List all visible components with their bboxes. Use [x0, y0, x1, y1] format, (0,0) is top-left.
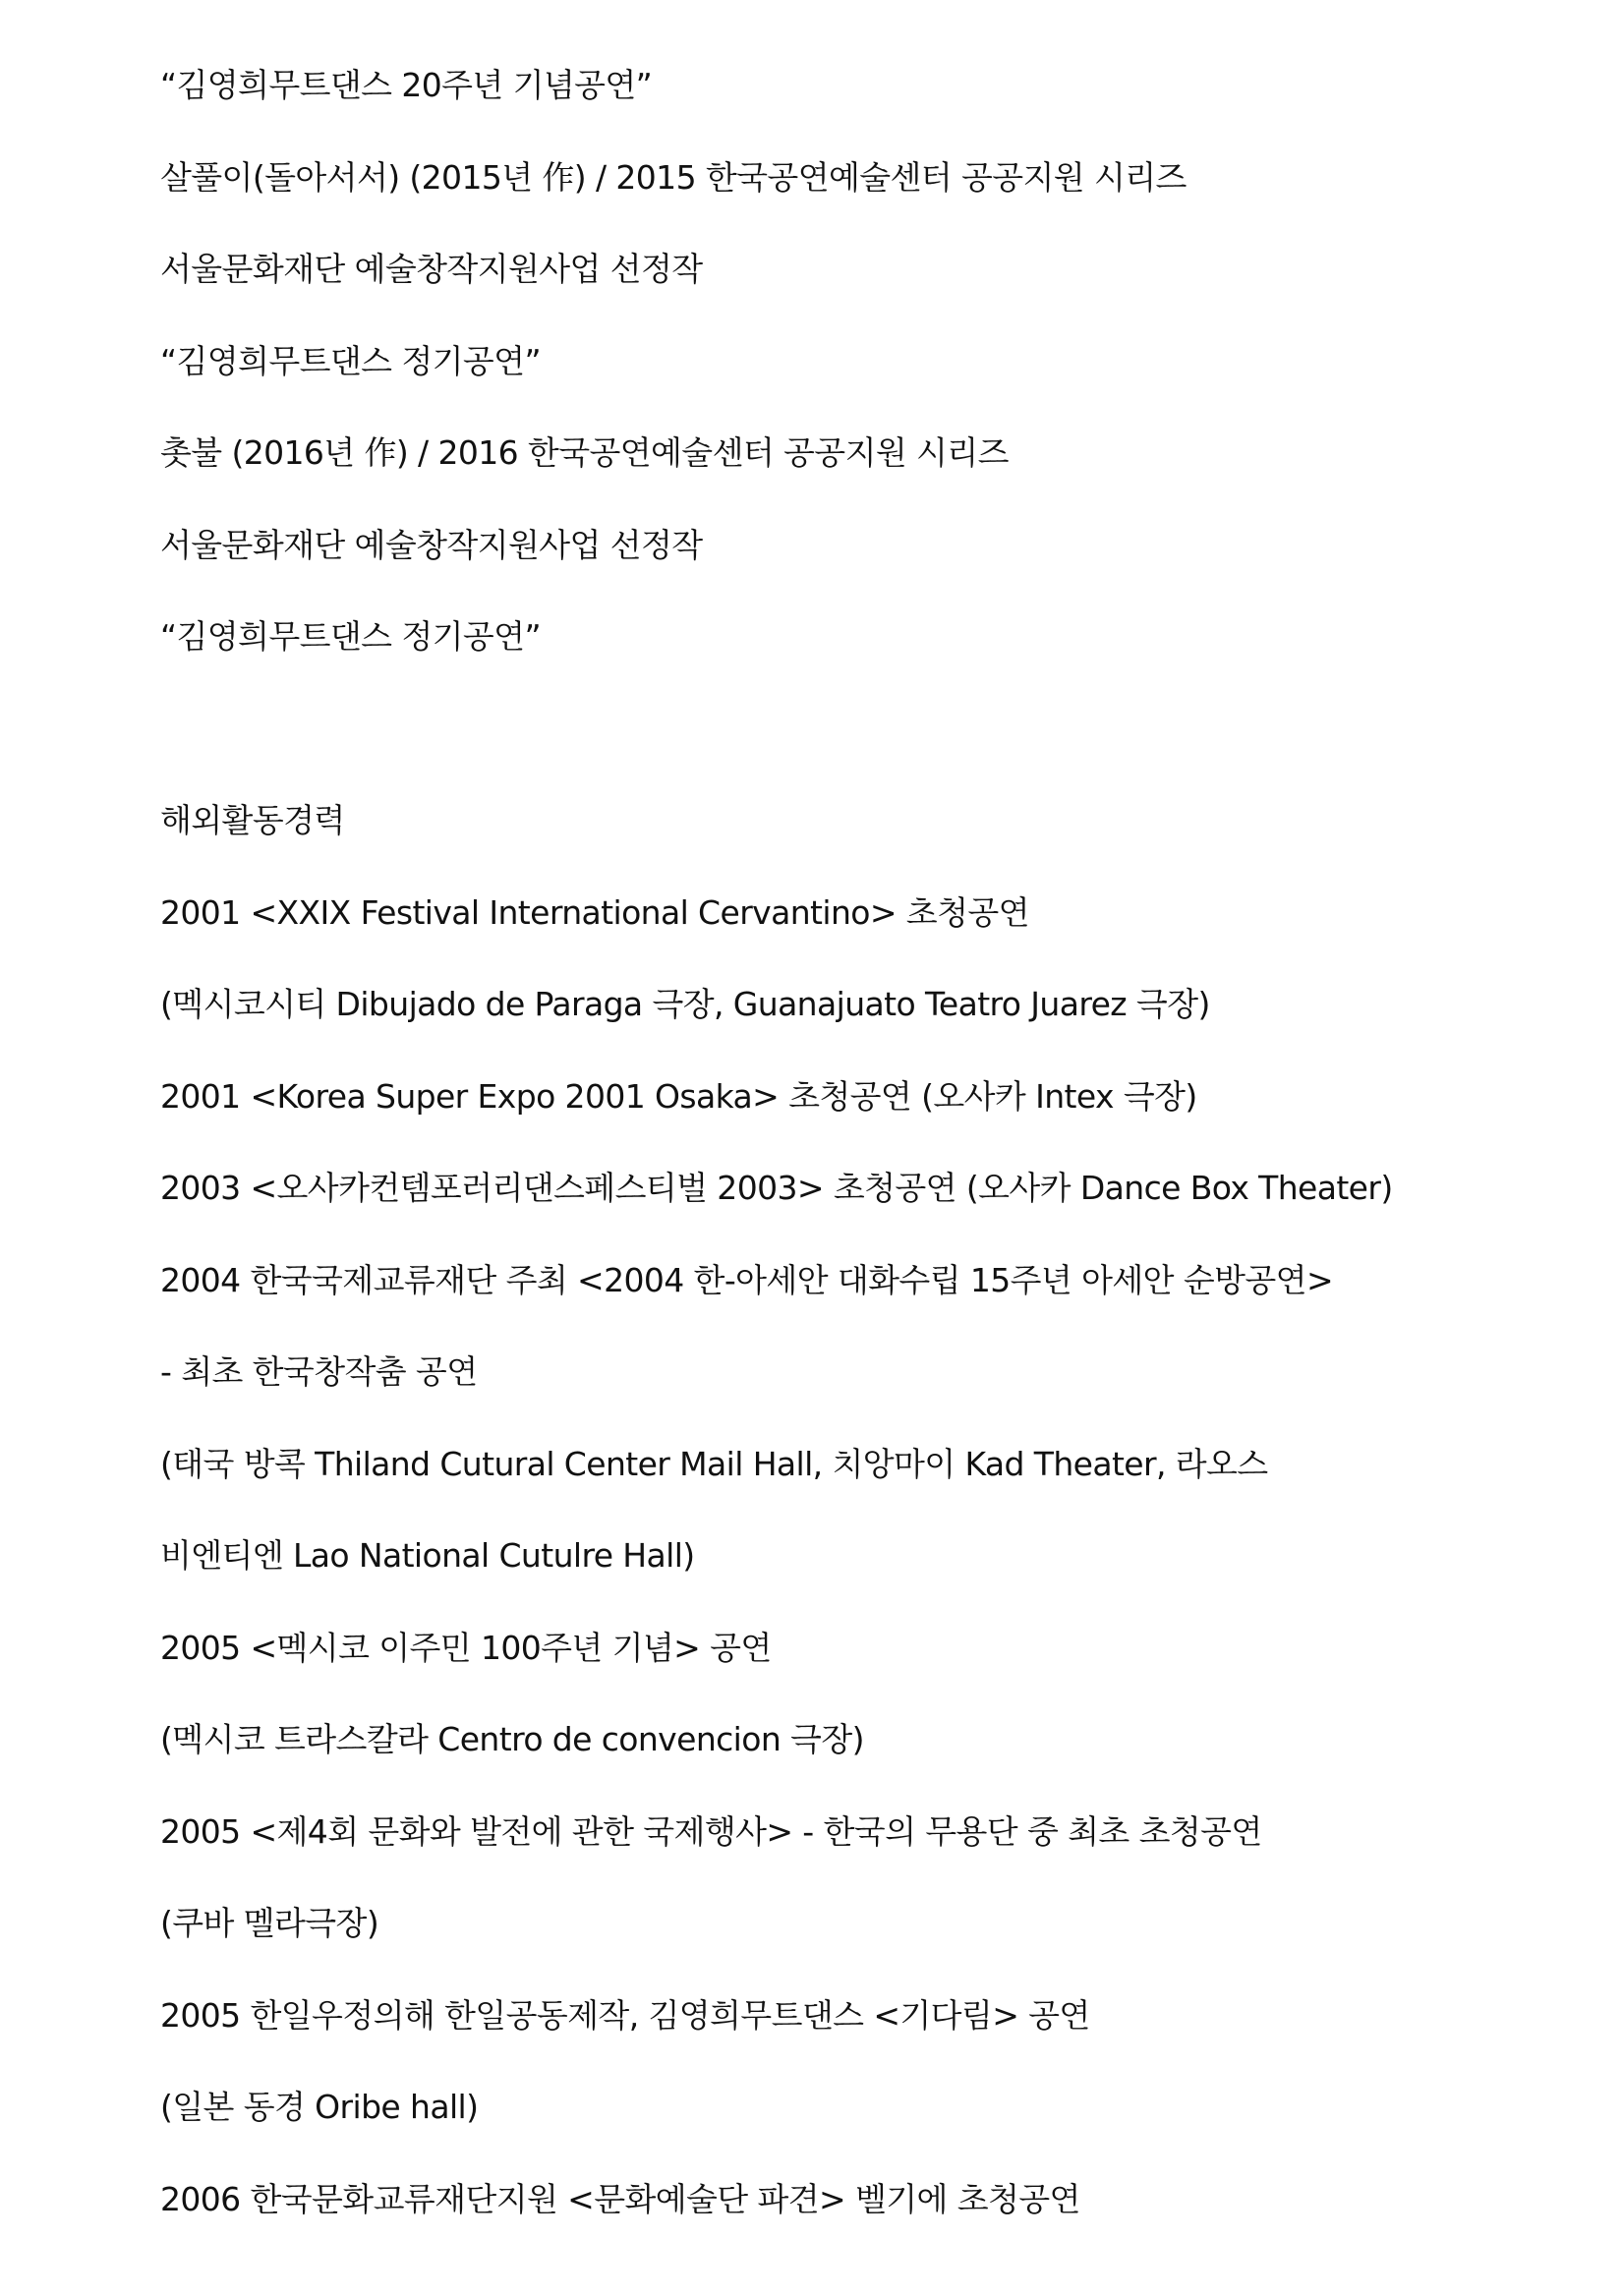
- overseas-line: (쿠바 멜라극장): [160, 1904, 379, 1942]
- overseas-line: (멕시코 트라스칼라 Centro de convencion 극장): [160, 1720, 864, 1758]
- overseas-line: 2001 <Korea Super Expo 2001 Osaka> 초청공연 (오사카 Intex 극장): [160, 1076, 1197, 1116]
- overseas-line: - 최초 한국창작춤 공연: [160, 1352, 478, 1391]
- overseas-line: 2004 한국국제교류재단 주최 <2004 한-아세안 대화수립 15주년 아세안 순방공연>: [160, 1260, 1333, 1299]
- performance-line: 촛불 (2016년 作) / 2016 한국공연예술센터 공공지원 시리즈: [160, 433, 1009, 472]
- performance-line: “김영희무트댄스 정기공연”: [160, 617, 541, 656]
- overseas-line: 2003 <오사카컨템포러리댄스페스티벌 2003> 초청공연 (오사카 Dance Box Theater): [160, 1169, 1393, 1207]
- section-heading: 해외활동경력: [160, 801, 345, 839]
- performance-line: 서울문화재단 예술창작지원사업 선정작: [160, 525, 703, 564]
- page-content: [160, 39, 1517, 2245]
- overseas-line: 2005 <멕시코 이주민 100주년 기념> 공연: [160, 1628, 772, 1667]
- overseas-line: (일본 동경 Oribe hall): [160, 2088, 479, 2126]
- performance-line: 서울문화재단 예술창작지원사업 선정작: [160, 250, 703, 288]
- overseas-line: (태국 방콕 Thiland Cutural Center Mail Hall, 치앙마이 Kad Theater, 라오스: [160, 1444, 1268, 1483]
- performance-line: “김영희무트댄스 20주년 기념공연”: [160, 66, 653, 104]
- overseas-line: 2006 한국문화교류재단지원 <문화예술단 파견> 벨기에 초청공연: [160, 2179, 1080, 2218]
- performance-line: 살풀이(돌아서서) (2015년 作) / 2015 한국공연예술센터 공공지원 시리즈: [160, 157, 1187, 197]
- overseas-line: 2005 <제4회 문화와 발전에 관한 국제행사> - 한국의 무용단 중 최초 초청공연: [160, 1811, 1262, 1851]
- overseas-line: 비엔티엔 Lao National Cutulre Hall): [160, 1536, 695, 1575]
- performance-line: “김영희무트댄스 정기공연”: [160, 341, 541, 380]
- overseas-line: (멕시코시티 Dibujado de Paraga 극장, Guanajuato Teatro Juarez 극장): [160, 985, 1210, 1023]
- section-gap: [160, 683, 1517, 775]
- overseas-line: 2001 <XXIX Festival International Cervantino> 초청공연: [160, 892, 1029, 932]
- overseas-line: 2005 한일우정의해 한일공동제작, 김영희무트댄스 <기다림> 공연: [160, 1995, 1090, 2035]
